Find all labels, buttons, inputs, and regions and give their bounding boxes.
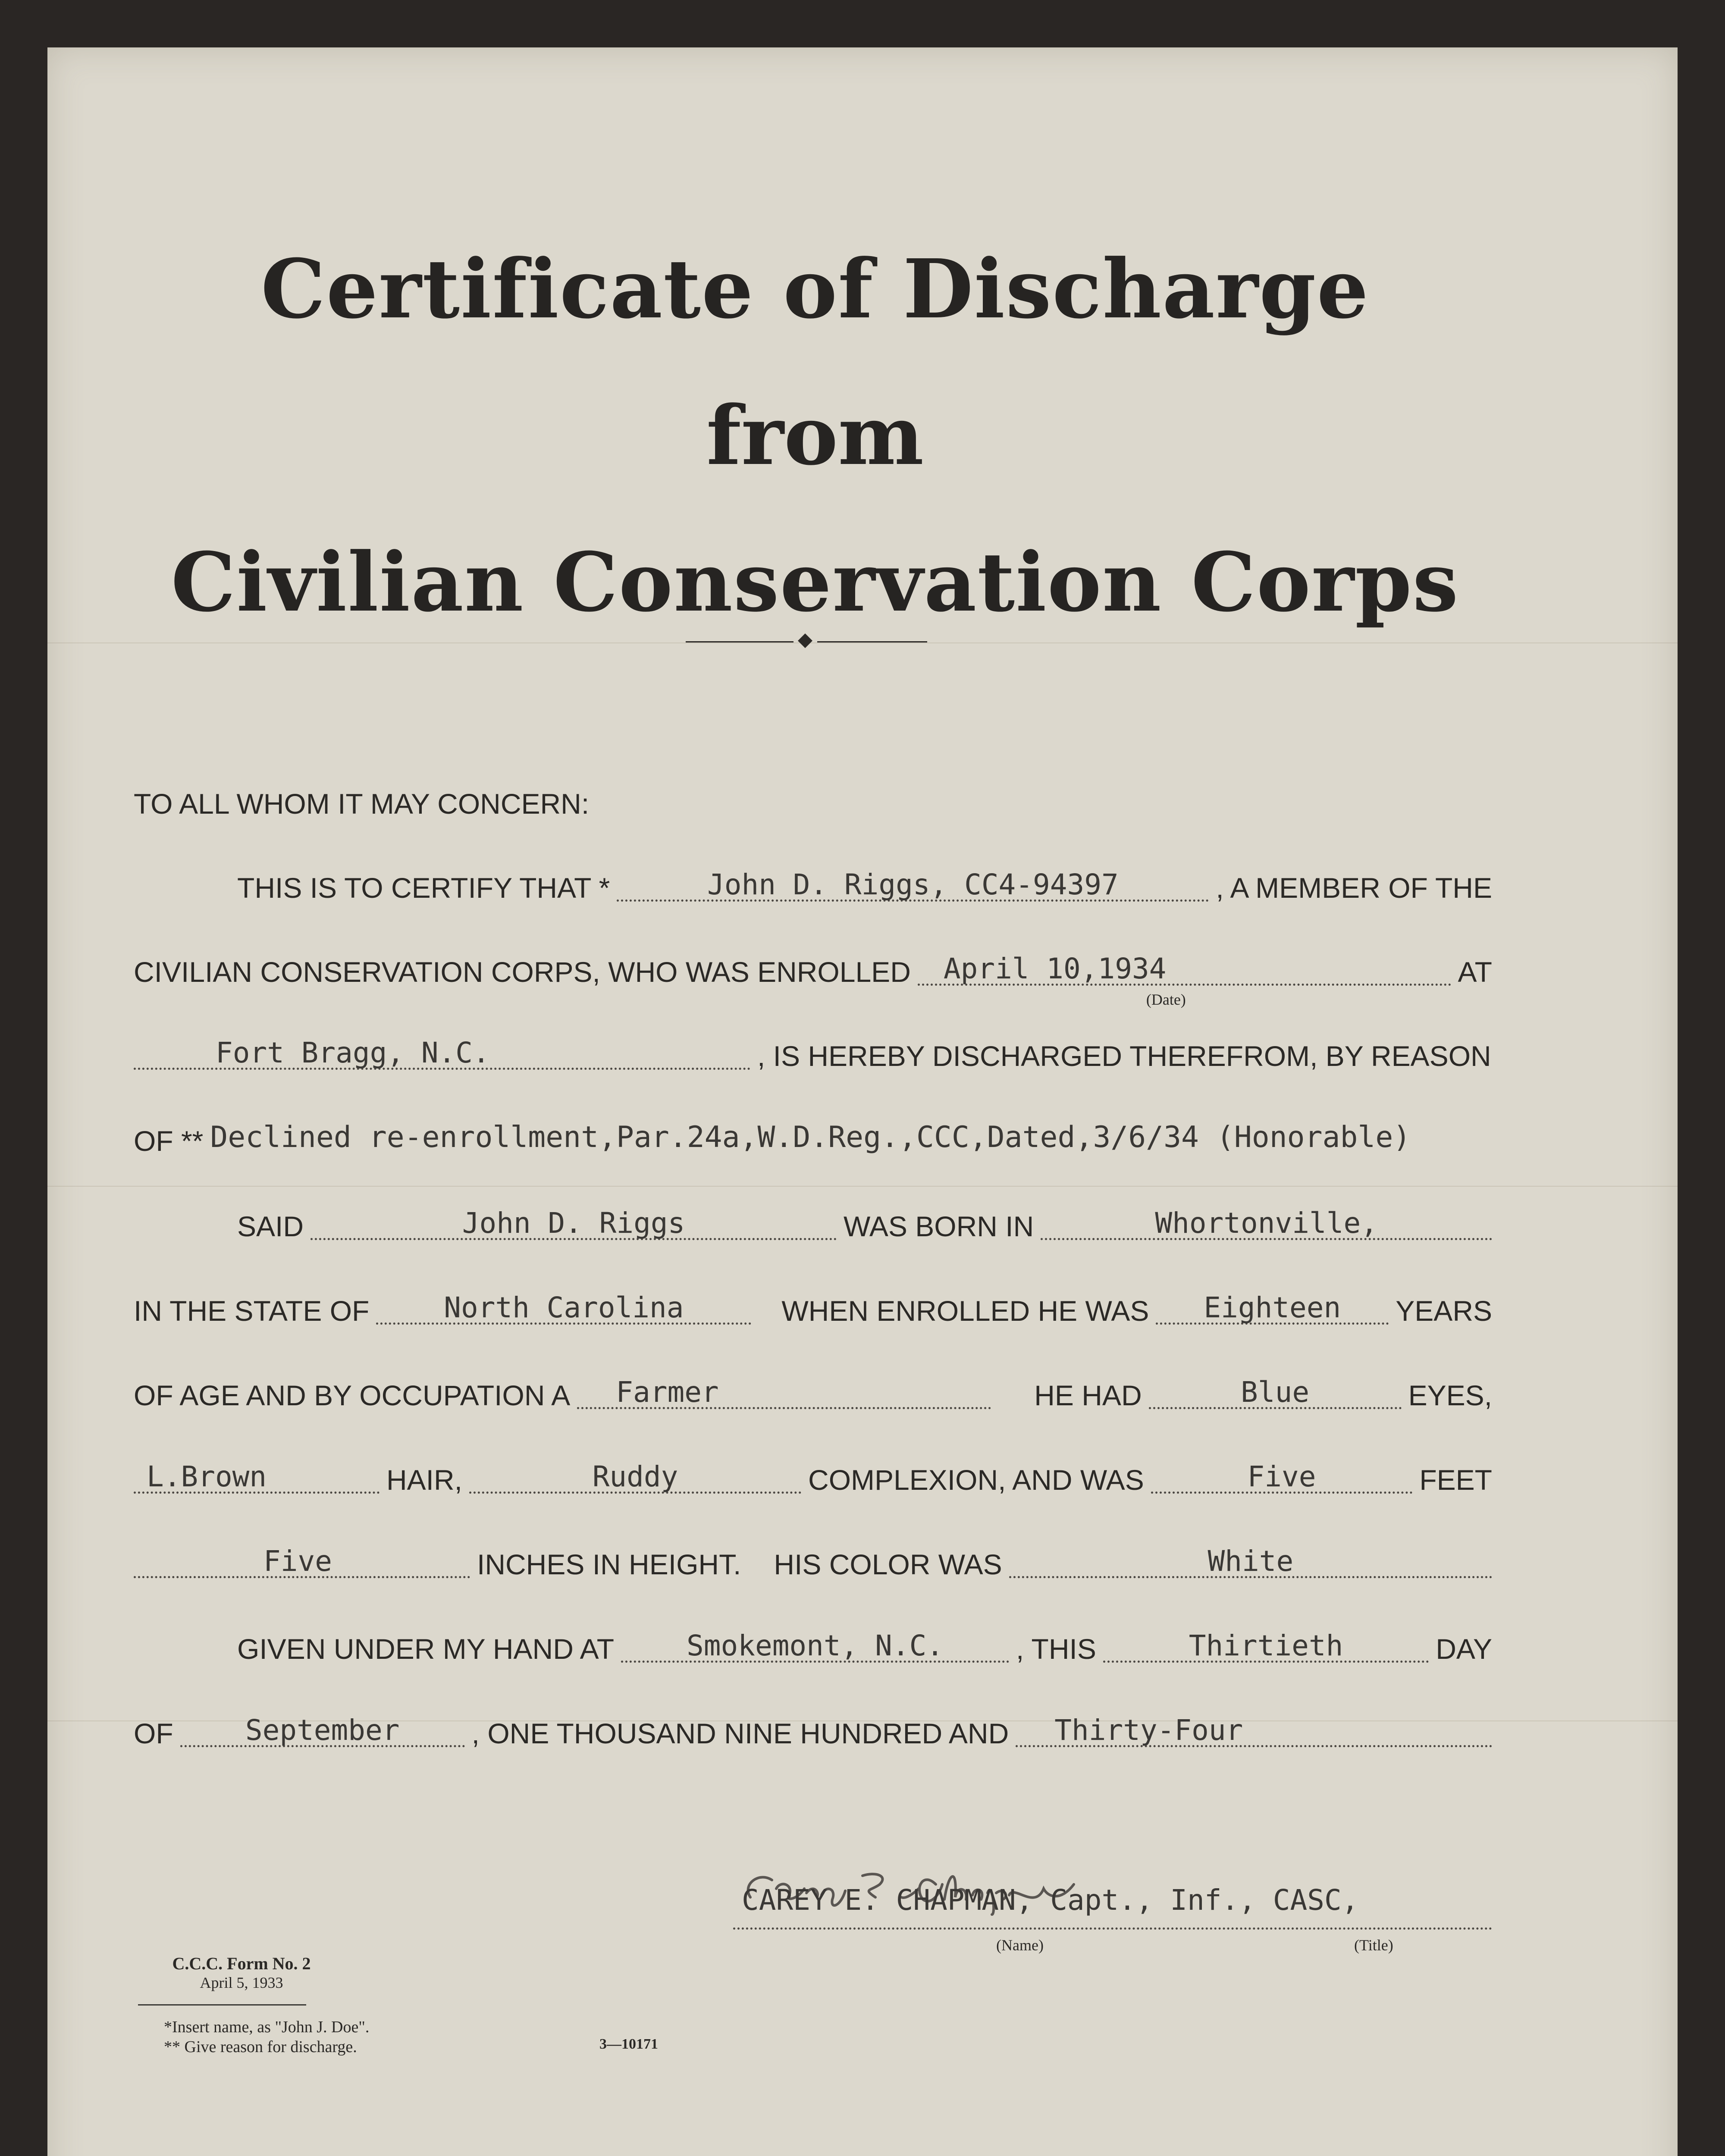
said-line bbox=[134, 1194, 1492, 1246]
age-label: WHEN ENROLLED HE WAS bbox=[781, 1295, 1149, 1327]
reason-label: OF ** bbox=[134, 1125, 204, 1157]
age-field[interactable] bbox=[1156, 1288, 1389, 1325]
certify-label: THIS IS TO CERTIFY THAT * bbox=[237, 872, 610, 904]
hair-line bbox=[134, 1448, 1492, 1500]
footnote-rule bbox=[138, 2004, 306, 2006]
footnote-1: *Insert name, as "John J. Doe". bbox=[164, 2018, 370, 2036]
age-value: Eighteen bbox=[1204, 1291, 1341, 1324]
year-field[interactable] bbox=[1016, 1711, 1492, 1747]
inches-label: INCHES IN HEIGHT. bbox=[477, 1548, 741, 1580]
reason-field[interactable] bbox=[210, 1118, 1613, 1155]
year-value: Thirty-Four bbox=[1054, 1714, 1243, 1747]
birthplace-field[interactable] bbox=[1041, 1203, 1492, 1240]
given-line bbox=[134, 1617, 1492, 1669]
member-suffix-label: , A MEMBER OF THE bbox=[1216, 872, 1492, 904]
this-label: , THIS bbox=[1016, 1633, 1096, 1665]
month-value: September bbox=[245, 1714, 400, 1747]
years-label: YEARS bbox=[1396, 1295, 1492, 1327]
signature-typed-name: CAREY E. CHAPMAN, Capt., Inf., CASC, bbox=[742, 1883, 1359, 1917]
feet-label: FEET bbox=[1419, 1464, 1492, 1496]
color-label: HIS COLOR WAS bbox=[774, 1548, 1002, 1580]
inches-field[interactable] bbox=[134, 1542, 470, 1578]
greeting: TO ALL WHOM IT MAY CONCERN: bbox=[134, 788, 590, 820]
born-label: WAS BORN IN bbox=[844, 1210, 1034, 1242]
enrolled-date-field[interactable] bbox=[918, 949, 1451, 1008]
date-sublabel: (Date) bbox=[1146, 991, 1186, 1008]
given-place-value: Smokemont, N.C. bbox=[687, 1629, 944, 1662]
day-value: Thirtieth bbox=[1189, 1629, 1343, 1662]
inches-line bbox=[134, 1532, 1492, 1584]
eyes-prefix-label: HE HAD bbox=[1034, 1379, 1142, 1411]
greeting-line bbox=[134, 772, 1492, 824]
eyes-label: EYES, bbox=[1408, 1379, 1492, 1411]
said-name-field[interactable] bbox=[310, 1203, 837, 1240]
footnote-2: ** Give reason for discharge. bbox=[164, 2038, 357, 2056]
at-label: AT bbox=[1458, 956, 1492, 988]
form-number-date: April 5, 1933 bbox=[200, 1974, 283, 1991]
given-place-field[interactable] bbox=[621, 1626, 1009, 1663]
member-name-field[interactable] bbox=[617, 865, 1209, 902]
occupation-line bbox=[134, 1363, 1492, 1415]
ornament-divider bbox=[686, 633, 927, 650]
month-field[interactable] bbox=[180, 1711, 465, 1747]
form-number bbox=[134, 1953, 349, 1992]
complexion-field[interactable] bbox=[469, 1457, 801, 1494]
inches-value: Five bbox=[263, 1545, 332, 1578]
enrolled-line bbox=[134, 940, 1492, 1008]
reason-value: Declined re-enrollment,Par.24a,W.D.Reg.,CCC,Dated,3/6/34 (Honorable) bbox=[210, 1120, 1411, 1154]
place-value: Fort Bragg, N.C. bbox=[216, 1036, 490, 1069]
complexion-value: Ruddy bbox=[592, 1460, 678, 1493]
member-name-value: John D. Riggs, CC4-94397 bbox=[707, 868, 1119, 901]
state-line bbox=[134, 1279, 1492, 1331]
birthplace-value: Whortonville, bbox=[1155, 1206, 1378, 1240]
given-label: GIVEN UNDER MY HAND AT bbox=[237, 1633, 615, 1665]
title-sublabel: (Title) bbox=[1354, 1937, 1393, 1954]
eyes-value: Blue bbox=[1241, 1376, 1310, 1409]
print-code: 3—10171 bbox=[599, 2036, 658, 2052]
said-name-value: John D. Riggs bbox=[462, 1206, 685, 1240]
month-year-line bbox=[134, 1702, 1492, 1753]
day-field[interactable] bbox=[1103, 1626, 1429, 1663]
hair-field[interactable] bbox=[134, 1457, 380, 1494]
day-label: DAY bbox=[1436, 1633, 1492, 1665]
of-label: OF bbox=[134, 1717, 173, 1749]
discharged-label: , IS HEREBY DISCHARGED THEREFROM, BY REASON bbox=[757, 1040, 1491, 1072]
enrolled-date-value: April 10,1934 bbox=[943, 952, 1167, 985]
form-number-name: C.C.C. Form No. 2 bbox=[172, 1954, 311, 1973]
color-value: White bbox=[1208, 1545, 1294, 1578]
hair-label: HAIR, bbox=[386, 1464, 463, 1496]
feet-value: Five bbox=[1247, 1460, 1316, 1493]
certify-line bbox=[134, 856, 1492, 908]
eyes-field[interactable] bbox=[1149, 1373, 1402, 1409]
place-line bbox=[134, 1024, 1492, 1076]
feet-field[interactable] bbox=[1151, 1457, 1413, 1494]
enrolled-label: CIVILIAN CONSERVATION CORPS, WHO WAS ENROLLED bbox=[134, 956, 911, 988]
state-label: IN THE STATE OF bbox=[134, 1295, 370, 1327]
year-label: , ONE THOUSAND NINE HUNDRED AND bbox=[471, 1717, 1009, 1749]
reason-line bbox=[134, 1109, 1613, 1161]
certificate-title: Certificate of Discharge bbox=[260, 241, 1370, 337]
occupation-field[interactable] bbox=[577, 1373, 991, 1409]
said-label: SAID bbox=[237, 1210, 304, 1242]
certificate-paper bbox=[47, 47, 1678, 2156]
certificate-title-from: from bbox=[706, 388, 924, 483]
state-value: North Carolina bbox=[444, 1291, 684, 1324]
color-field[interactable] bbox=[1009, 1542, 1492, 1578]
place-field[interactable] bbox=[134, 1033, 750, 1070]
occupation-label: OF AGE AND BY OCCUPATION A bbox=[134, 1379, 571, 1411]
fold-crease bbox=[47, 1186, 1678, 1187]
occupation-value: Farmer bbox=[616, 1376, 719, 1409]
certificate-title-organization: Civilian Conservation Corps bbox=[171, 535, 1459, 630]
state-field[interactable] bbox=[376, 1288, 751, 1325]
footnotes bbox=[164, 2017, 369, 2057]
complexion-label: COMPLEXION, AND WAS bbox=[808, 1464, 1144, 1496]
hair-value: L.Brown bbox=[147, 1460, 267, 1493]
name-sublabel: (Name) bbox=[996, 1937, 1044, 1954]
